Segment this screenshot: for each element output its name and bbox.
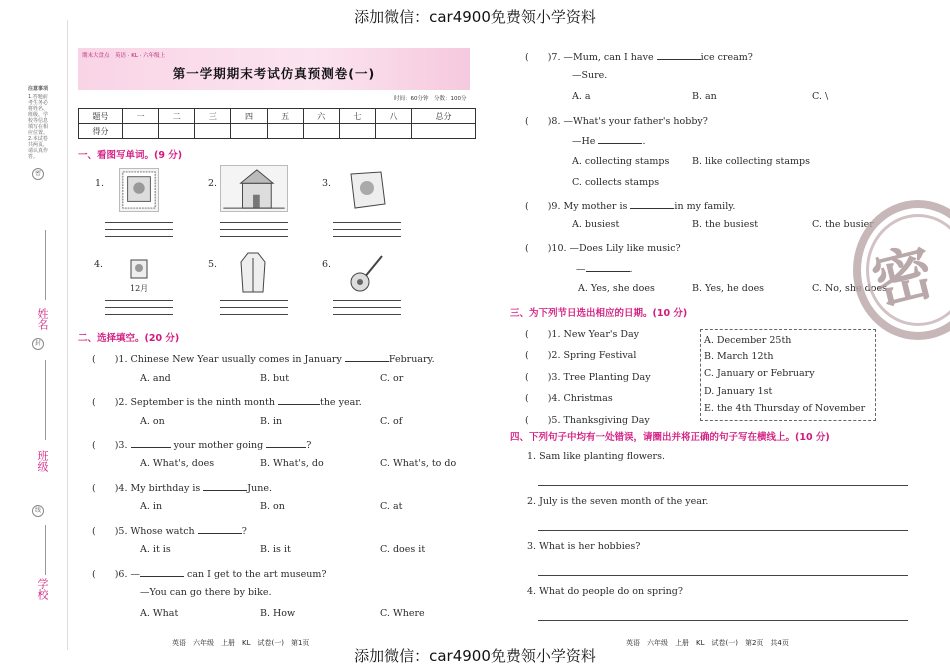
option[interactable]: C. \ [812,91,829,102]
stamp-picture-icon [119,168,159,212]
answer-paren[interactable]: ( ) [92,526,119,537]
name-line [45,230,46,300]
date-option: E. the 4th Thursday of November [704,403,866,414]
option[interactable]: B. the busiest [692,219,759,230]
section4-heading: 四、下列句子中均有一处错误，请圈出并将正确的句子写在横线上。(10 分) [510,432,830,443]
class-line [45,360,46,440]
fill-blank[interactable] [266,438,306,448]
option[interactable]: C. of [380,416,403,427]
fill-blank[interactable] [203,481,247,491]
answer-line[interactable] [220,229,288,230]
option[interactable]: B. Yes, he does [692,283,765,294]
question-text: 9. My mother is [551,201,628,212]
answer-line[interactable] [220,307,288,308]
option[interactable]: A. and [140,373,171,384]
reply-line [572,134,645,147]
score-row-label: 得分 [79,124,123,139]
question-2 [92,394,362,408]
question-text: 5. Whose watch [118,526,195,537]
section1-heading: 一、看图写单词。(9 分) [78,150,183,161]
festival-item: ( )4. Christmas [525,393,613,404]
error-sentence: 4. What do people do on spring? [527,586,683,597]
reply-line [576,262,633,275]
school-line [45,525,46,575]
question-7 [525,49,753,63]
date-option: A. December 25th [704,335,792,346]
fill-blank[interactable] [586,262,630,272]
reply-text: . [642,136,646,147]
house-picture-icon [220,165,288,212]
notes-title: 注意事项 [28,86,49,92]
answer-line[interactable] [220,314,288,315]
question-4 [92,480,272,494]
answer-line[interactable] [333,307,401,308]
option[interactable]: C. No, she does [812,283,887,294]
score-cell: 四 [231,109,267,124]
option[interactable]: A. in [140,501,163,512]
question-text: February. [388,354,435,365]
option[interactable]: B. is it [260,544,291,555]
page-title: 第一学期期末考试仿真预测卷(一) [172,66,376,81]
option[interactable]: B. What's, do [260,458,324,469]
festival-item: ( )5. Thanksgiving Day [525,415,650,426]
date-option: B. March 12th [704,351,774,362]
notes-text: 1.答题前考生务必将姓名、班级、学校等信息填写在相应位置。2.本试卷共两页，请认真作答。 [28,94,49,160]
seal-circle-1: 密 [32,168,44,180]
score-entry[interactable] [412,124,476,139]
question-text: ? [306,440,312,451]
score-entry[interactable] [195,124,231,139]
festival-item: ( )2. Spring Festival [525,350,637,361]
option[interactable]: C. or [380,373,404,384]
answer-line[interactable] [105,300,173,301]
question-text: your mother going [173,440,264,451]
answer-paren[interactable]: ( ) [92,483,119,494]
answer-line[interactable] [333,300,401,301]
seal-circle-2: 封 [32,338,44,350]
question-text: June. [247,483,272,494]
question-text: 6. — [118,569,141,580]
name-label: 姓名 [36,308,49,330]
fill-blank[interactable] [630,199,674,209]
option[interactable]: B. an [692,91,717,102]
answer-line[interactable] [105,307,173,308]
reply-text: —He [572,136,596,147]
watermark-bottom: 添加微信：car4900免费领小学资料 [354,647,596,665]
time-info: 时间：60分钟 分数：100分 [394,96,467,102]
answer-paren[interactable]: ( ) [525,116,552,127]
answer-paren[interactable]: ( ) [525,243,552,254]
answer-line[interactable] [333,314,401,315]
option[interactable]: B. in [260,416,283,427]
score-table-score-row [79,124,476,139]
fill-blank[interactable] [198,524,242,534]
question-text: can I get to the art museum? [187,569,327,580]
option[interactable]: A. What [140,608,179,619]
question-text: ? [241,526,247,537]
score-entry[interactable] [159,124,195,139]
fill-blank[interactable] [131,438,171,448]
fill-blank[interactable] [657,50,701,60]
score-cell: 总分 [412,109,476,124]
reply-text: —Sure. [572,70,608,81]
answer-line[interactable] [105,222,173,223]
error-sentence: 1. Sam like planting flowers. [527,451,665,462]
fill-blank[interactable] [278,395,320,405]
error-sentence: 3. What is her hobbies? [527,541,641,552]
score-entry[interactable] [231,124,267,139]
date-option: C. January or February [704,368,815,379]
section3-heading: 三、为下列节日选出相应的日期。(10 分) [510,308,688,319]
reply-text: —You can go there by bike. [140,587,272,598]
score-entry[interactable] [375,124,411,139]
option[interactable]: A. Yes, she does [578,283,655,294]
option[interactable]: A. it is [140,544,171,555]
question-text: 8. —What's your father's hobby? [551,116,708,127]
answer-line[interactable] [333,229,401,230]
scroll-picture-icon [345,168,389,212]
score-table [78,108,476,139]
score-entry[interactable] [339,124,375,139]
question-10 [525,240,681,254]
option[interactable]: C. collects stamps [572,177,660,188]
score-cell: 八 [375,109,411,124]
fill-blank[interactable] [140,567,184,577]
question-text: 4. My birthday is [118,483,201,494]
option[interactable]: B. but [260,373,290,384]
option[interactable]: C. at [380,501,403,512]
answer-line[interactable] [220,222,288,223]
answer-line[interactable] [538,530,908,531]
question-9 [525,198,735,212]
score-entry[interactable] [123,124,159,139]
question-text: the year. [320,397,362,408]
option[interactable]: B. on [260,501,285,512]
school-label: 学校 [36,578,49,600]
option[interactable]: C. does it [380,544,426,555]
score-entry[interactable] [267,124,303,139]
option[interactable]: A. a [572,91,591,102]
seal-circle-3: 线 [32,505,44,517]
seal-stamp-text: 密 [865,236,941,320]
answer-line[interactable] [105,229,173,230]
option[interactable]: A. on [140,416,165,427]
answer-paren[interactable]: ( ) [92,354,119,365]
option[interactable]: A. What's, does [140,458,215,469]
answer-line[interactable] [538,575,908,576]
answer-line[interactable] [220,236,288,237]
question-text: ice cream? [700,52,753,63]
score-cell: 五 [267,109,303,124]
picture-number: 1. [95,178,105,189]
picture-number: 4. [94,259,104,270]
picture-number: 2. [208,178,218,189]
picture-number: 5. [208,259,218,270]
score-cell: 三 [195,109,231,124]
question-text: 2. September is the ninth month [118,397,275,408]
score-cell: 七 [339,109,375,124]
score-cell: 一 [123,109,159,124]
question-text: in my family. [674,201,736,212]
guitar-picture-icon [348,252,386,294]
answer-paren[interactable]: ( ) [525,201,552,212]
festival-item: ( )1. New Year's Day [525,329,640,340]
question-1 [92,351,435,365]
option[interactable]: C. the busier [812,219,874,230]
fill-blank[interactable] [598,134,642,144]
picture-number: 6. [322,259,332,270]
footer-right: 英语 六年级 上册 KL 试卷(一) 第2页 共4页 [626,639,789,647]
option[interactable]: C. Where [380,608,425,619]
answer-paren[interactable]: ( ) [92,440,119,451]
question-text: 10. —Does Lily like music? [551,243,681,254]
option[interactable]: A. collecting stamps [572,156,670,167]
reply-text: . [629,264,633,275]
watermark-top: 添加微信：car4900免费领小学资料 [354,8,596,26]
picture-number: 3. [322,178,332,189]
answer-line[interactable] [538,620,908,621]
question-text: 3. [118,440,128,451]
answer-line[interactable] [220,300,288,301]
option[interactable]: C. What's, to do [380,458,457,469]
answer-line[interactable] [105,236,173,237]
answer-paren[interactable]: ( ) [92,569,119,580]
score-table-header-row [79,109,476,124]
answer-paren[interactable]: ( ) [525,52,552,63]
question-3 [92,437,311,451]
answer-line[interactable] [538,485,908,486]
fill-blank[interactable] [345,352,389,362]
answer-paren[interactable]: ( ) [92,397,119,408]
score-cell: 题号 [79,109,123,124]
score-cell: 二 [159,109,195,124]
score-entry[interactable] [303,124,339,139]
question-8 [525,113,708,127]
calendar-december-picture-icon [128,256,150,282]
answer-line[interactable] [333,222,401,223]
option[interactable]: A. busiest [572,219,620,230]
error-sentence: 2. July is the seven month of the year. [527,496,709,507]
footer-left: 英语 六年级 上册 KL 试卷(一) 第1页 [172,639,310,647]
coat-picture-icon [238,250,268,294]
question-text: 7. —Mum, can I have [551,52,654,63]
answer-line[interactable] [333,236,401,237]
option[interactable]: B. like collecting stamps [692,156,810,167]
class-label: 班级 [36,450,49,472]
header-tag: 期末大盘点 英语 · KL · 六年级上 [82,53,166,59]
picture-caption: 12月 [130,284,149,293]
section2-heading: 二、选择填空。(20 分) [78,333,180,344]
reply-text: — [576,264,586,275]
question-text: 1. Chinese New Year usually comes in January [118,354,342,365]
festival-item: ( )3. Tree Planting Day [525,372,651,383]
option[interactable]: B. How [260,608,296,619]
date-option: D. January 1st [704,386,773,397]
question-5 [92,523,247,537]
answer-line[interactable] [105,314,173,315]
score-cell: 六 [303,109,339,124]
question-6 [92,566,327,580]
